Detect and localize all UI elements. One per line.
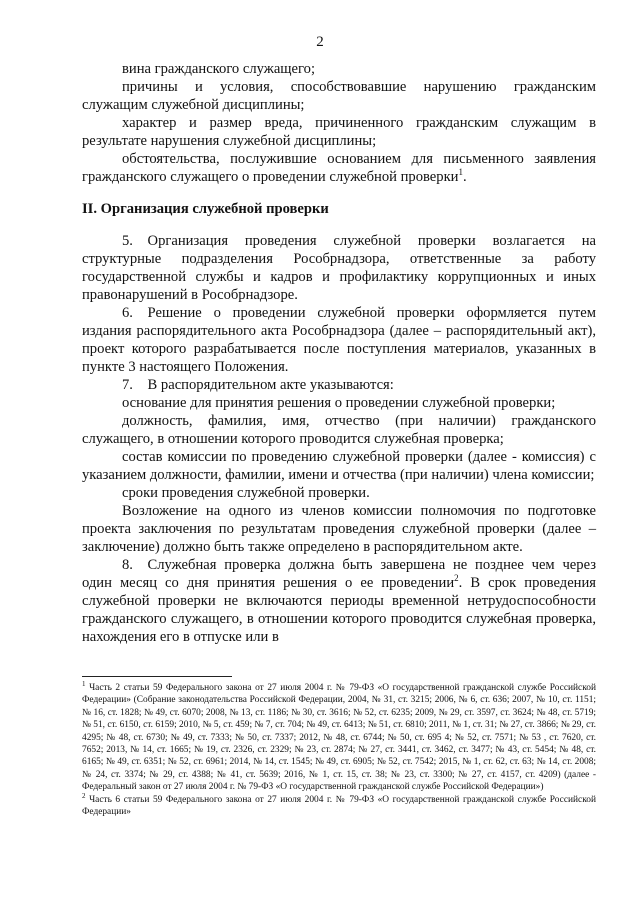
paragraph-8 [82, 556, 596, 646]
paragraph: Возложение на одного из членов комиссии полномочия по подготовке проекта заключения по результатам проведения служебной проверки (далее – заключение) должно быть также определено в распорядительном акте. [82, 503, 596, 555]
paragraph: сроки проведения служебной проверки. [122, 485, 370, 501]
footnote-text: Часть 2 статьи 59 Федерального закона от 27 июля 2004 г. № 79-ФЗ «О государственной гражданской службе Российской Федерации» (Собрание законодательства Российской Федерации, 2004, № 31, ст. 3215; 2006, № 6, ст. 636; 2007, № 10, ст. 1151; № 16, ст. 1828; № 49, ст. 6070; 2008, № 13, ст. 1186; № 30, ст. 3616; № 52, ст. 6235; 2009, № 29, ст. 3597, ст. 3624; № 48, ст. 5719; № 51, ст. 6150, ст. 6159; 2010, № 5, ст. 459; № 7, ст. 704; № 49, ст. 6413; № 51, ст. 6810; 2011, № 1, ст. 31; № 27, ст. 3866; № 29, ст. 4295; № 48, ст. 6730; № 49, ст. 7333; № 50, ст. 7337; 2012, № 48, ст. 6744; № 50, ст. 695 4; № 52, ст. 7571; № 53 , ст. 7620, ст. 7652; 2013, № 14, ст. 1665; № 19, ст. 2326, ст. 2329; № 23, ст. 2874; № 27, ст. 3441, ст. 3462, ст. 3477; № 43, ст. 5454; № 48, ст. 6165; № 49, ст. 6351; № 52, ст. 6961; 2014, № 14, ст. 1545; № 49, ст. 6905; № 52, ст. 7542; 2015, № 1, ст. 62, ст. 63; № 14, ст. 2008; № 24, ст. 3374; № 29, ст. 4388; № 41, ст. 5639; 2016, № 1, ст. 15, ст. 38; № 23, ст. 3300; № 27, ст. 4157, ст. 4209) (далее - Федеральный закон от 27 июля 2004 г. № 79-ФЗ «О государственной гражданской службе Российской Федерации») [82, 683, 596, 793]
footnote-ref[interactable]: 1 [458, 167, 463, 178]
footnote-1 [82, 679, 596, 794]
paragraph-5: 5. Организация проведения служебной проверки возлагается на структурные подразделения Рособрнадзора, ответственные за работу государственной службы и кадров и профилактику коррупционных и иных правонарушений в Рособрнадзоре. [82, 233, 596, 303]
paragraph [82, 150, 596, 186]
section-heading: II. Организация служебной проверки [82, 201, 329, 217]
paragraph-text: обстоятельства, послужившие основанием для письменного заявления гражданского служащего о проведении служебной проверки [82, 151, 596, 185]
footnote-ref[interactable]: 2 [454, 573, 459, 584]
footnote-divider [82, 676, 232, 677]
paragraph-end: . [462, 169, 467, 185]
paragraph: вина гражданского служащего; [122, 61, 315, 77]
footnotes [82, 679, 596, 818]
footnote-2 [82, 791, 596, 819]
paragraph: состав комиссии по проведению служебной проверки (далее - комиссия) с указанием должности, фамилии, имени и отчества (при наличии) члена комиссии; [82, 449, 596, 483]
paragraph: причины и условия, способствовавшие нарушению гражданским служащим служебной дисциплины; [82, 79, 596, 113]
footnote-text: Часть 6 статьи 59 Федерального закона от 27 июля 2004 г. № 79-ФЗ «О государственной гражданской службе Российской Федерации» [82, 794, 596, 818]
paragraph: должность, фамилия, имя, отчество (при наличии) гражданского служащего, в отношении которого проводится служебная проверка; [82, 413, 596, 447]
paragraph: характер и размер вреда, причиненного гражданским служащим в результате нарушения служебной дисциплины; [82, 115, 596, 149]
document-body [82, 60, 596, 646]
paragraph-7: 7. В распорядительном акте указываются: [122, 377, 394, 393]
paragraph-text: . В срок проведения служебной проверки не включаются периоды временной нетрудоспособности гражданского служащего, в отношении которого проводится служебная проверка, нахождения его в отпуске или в [82, 575, 596, 645]
paragraph-6: 6. Решение о проведении служебной проверки оформляется путем издания распорядительного акта Рособрнадзора (далее – распорядительный акт), проект которого разрабатывается после поступления материалов, указанных в пункте 3 настоящего Положения. [82, 305, 596, 375]
footnote-mark: 1 [82, 679, 86, 688]
paragraph: основание для принятия решения о проведении служебной проверки; [122, 395, 556, 411]
footnote-mark: 2 [82, 791, 86, 800]
paragraph-text: 8. Служебная проверка должна быть завершена не позднее чем через один месяц со дня принятия решения о ее проведении [82, 557, 596, 591]
page-number: 2 [316, 34, 324, 50]
